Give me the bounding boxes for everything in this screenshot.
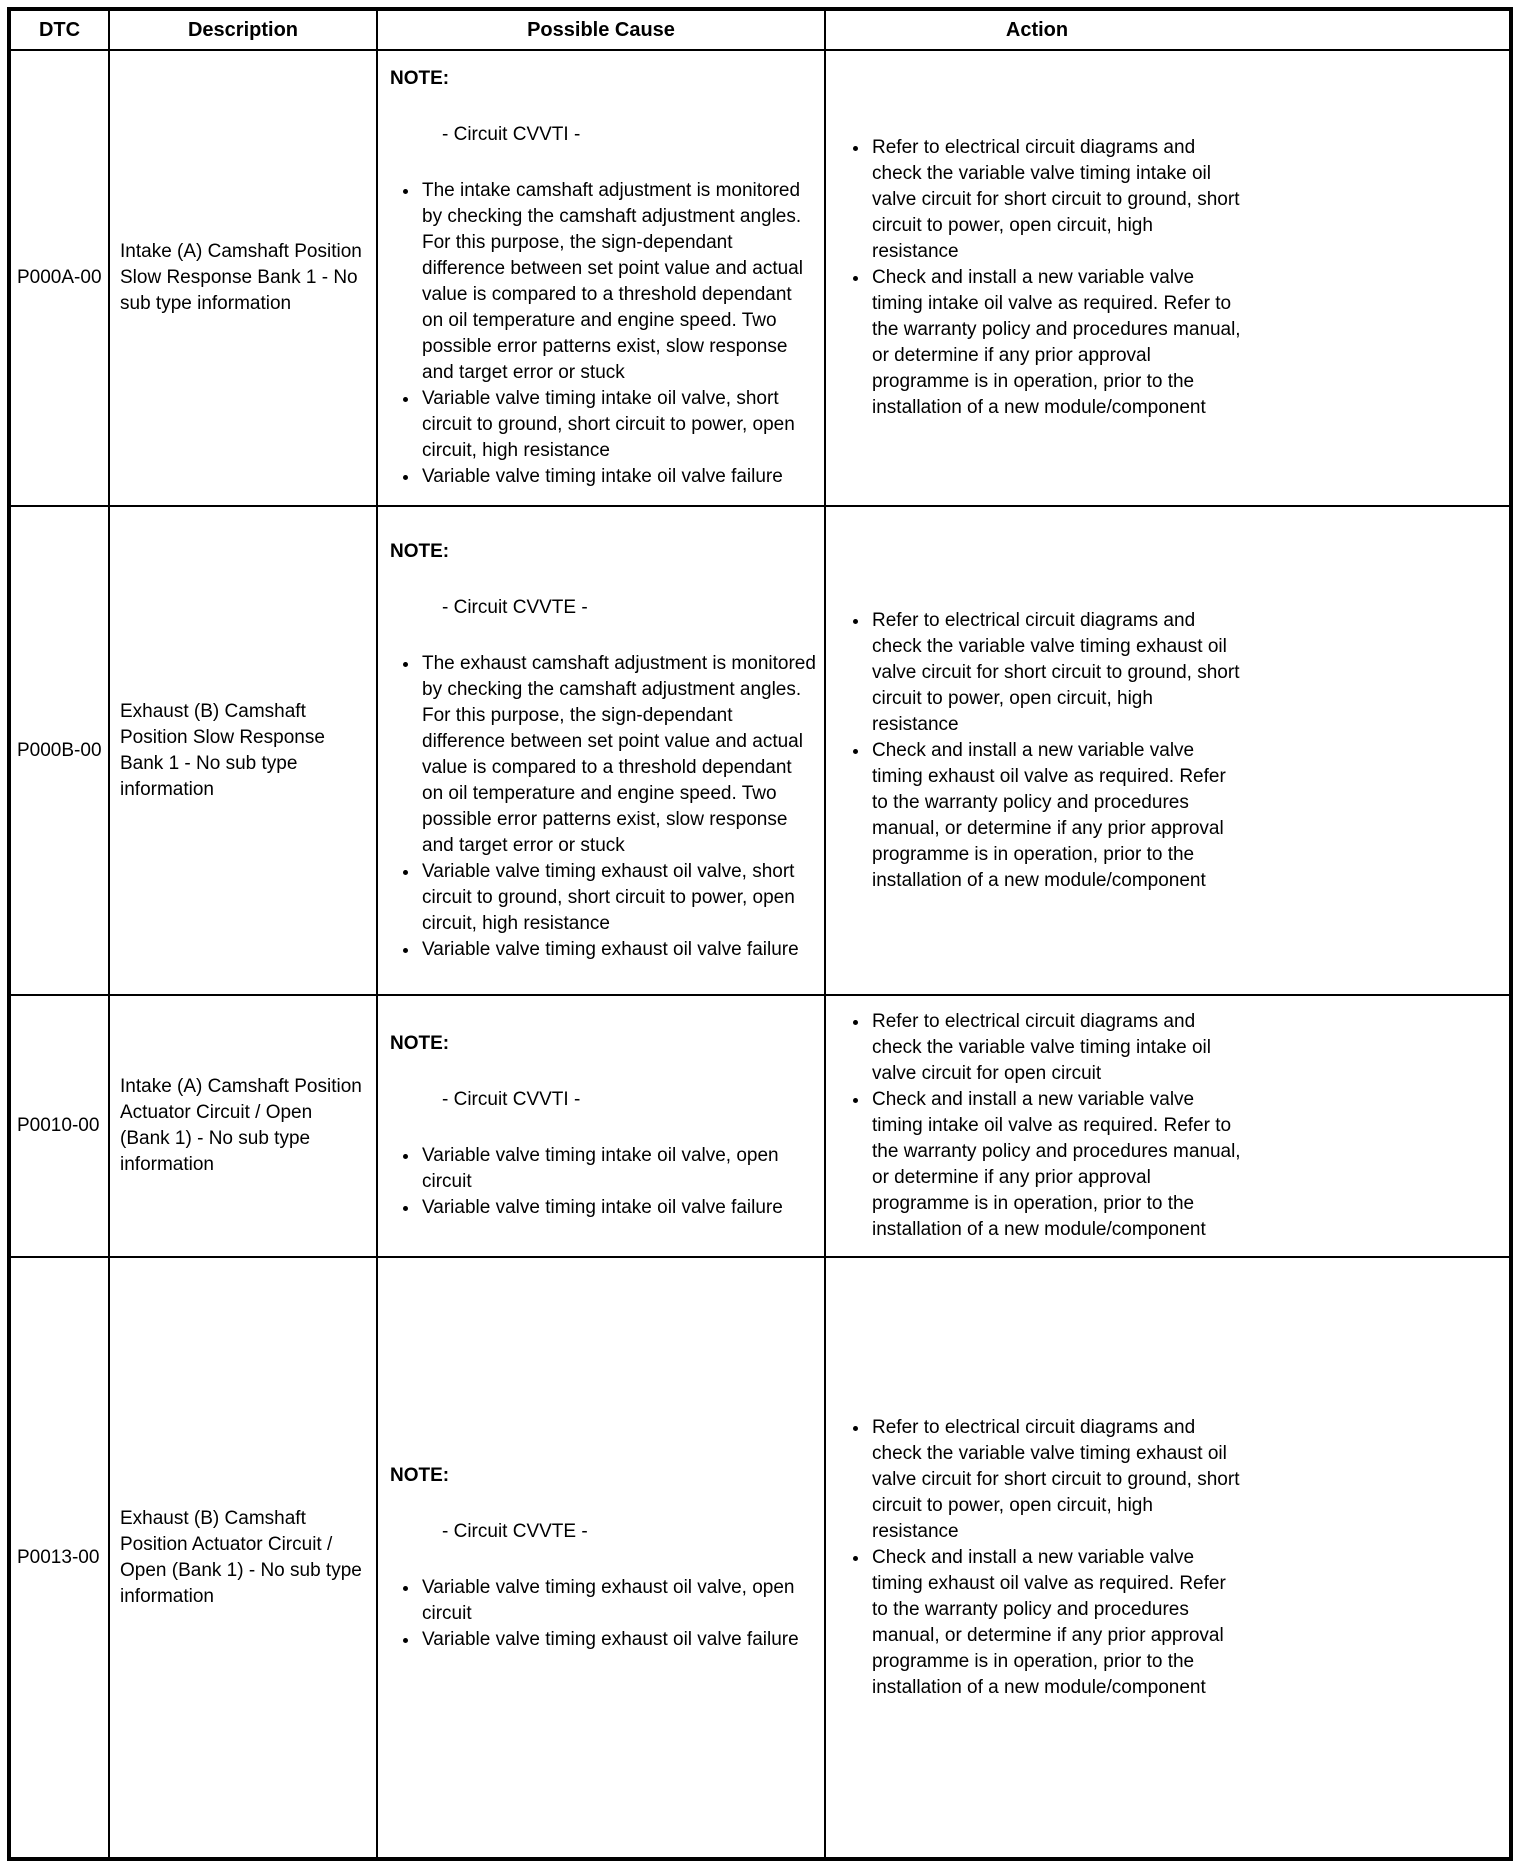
dtc-description: Intake (A) Camshaft Position Actuator Circuit / Open (Bank 1) - No sub type information bbox=[109, 995, 377, 1257]
possible-cause-cell bbox=[377, 995, 825, 1257]
list-item: • Check and install a new variable valve timing intake oil valve as required. Refer to the warranty policy and procedures manual, or determine if any prior approval programme is in operation, prior to the installation of a new module/component bbox=[870, 1087, 1242, 1243]
action-list bbox=[840, 1009, 1242, 1243]
action-list bbox=[840, 135, 1242, 421]
action-cell bbox=[825, 50, 1511, 506]
action-cell bbox=[825, 1257, 1511, 1859]
list-item: • Variable valve timing exhaust oil valve failure bbox=[420, 1627, 816, 1653]
dtc-code: P0013-00 bbox=[9, 1257, 109, 1859]
dtc-code: P000A-00 bbox=[9, 50, 109, 506]
list-item: • Variable valve timing exhaust oil valve, open circuit bbox=[420, 1575, 816, 1627]
possible-cause-cell bbox=[377, 50, 825, 506]
dtc-description: Intake (A) Camshaft Position Slow Response Bank 1 - No sub type information bbox=[109, 50, 377, 506]
list-item: • Refer to electrical circuit diagrams and check the variable valve timing intake oil valve circuit for short circuit to ground, short circuit to power, open circuit, high resistance bbox=[870, 135, 1242, 265]
list-item: • Variable valve timing intake oil valve failure bbox=[420, 1195, 816, 1221]
table-header-dtc: DTC bbox=[9, 9, 109, 50]
list-item: • Variable valve timing intake oil valve, short circuit to ground, short circuit to power, open circuit, high resistance bbox=[420, 386, 816, 464]
action-list bbox=[840, 1415, 1242, 1701]
dtc-description: Exhaust (B) Camshaft Position Actuator Circuit / Open (Bank 1) - No sub type information bbox=[109, 1257, 377, 1859]
circuit-label: - Circuit CVVTI - bbox=[442, 1089, 581, 1111]
dtc-table bbox=[7, 7, 1513, 1861]
table-row bbox=[9, 995, 1511, 1257]
note-label: NOTE: bbox=[390, 540, 450, 562]
list-item: • Check and install a new variable valve timing exhaust oil valve as required. Refer to the warranty policy and procedures manual, or determine if any prior approval programme is in operation, prior to the installation of a new module/component bbox=[870, 738, 1242, 894]
list-item: • Variable valve timing intake oil valve failure bbox=[420, 464, 816, 490]
table-header-action: Action bbox=[825, 9, 1511, 50]
possible-cause-list bbox=[390, 1143, 816, 1221]
possible-cause-cell bbox=[377, 506, 825, 995]
table-header-description: Description bbox=[109, 9, 377, 50]
list-item: • Variable valve timing exhaust oil valve, short circuit to ground, short circuit to power, open circuit, high resistance bbox=[420, 859, 816, 937]
dtc-code: P000B-00 bbox=[9, 506, 109, 995]
possible-cause-cell bbox=[377, 1257, 825, 1859]
list-item: • Variable valve timing intake oil valve, open circuit bbox=[420, 1143, 816, 1195]
table-header-possible-cause: Possible Cause bbox=[377, 9, 825, 50]
circuit-label: - Circuit CVVTI - bbox=[442, 124, 581, 146]
dtc-description: Exhaust (B) Camshaft Position Slow Response Bank 1 - No sub type information bbox=[109, 506, 377, 995]
note-label: NOTE: bbox=[390, 1033, 450, 1055]
list-item: • Refer to electrical circuit diagrams and check the variable valve timing intake oil valve circuit for open circuit bbox=[870, 1009, 1242, 1087]
circuit-label: - Circuit CVVTE - bbox=[442, 1520, 588, 1542]
possible-cause-list bbox=[390, 651, 816, 963]
list-item: • Variable valve timing exhaust oil valve failure bbox=[420, 937, 816, 963]
list-item: • Refer to electrical circuit diagrams and check the variable valve timing exhaust oil valve circuit for short circuit to ground, short circuit to power, open circuit, high resistance bbox=[870, 1415, 1242, 1545]
table-row bbox=[9, 50, 1511, 506]
list-item: • Refer to electrical circuit diagrams and check the variable valve timing exhaust oil valve circuit for short circuit to ground, short circuit to power, open circuit, high resistance bbox=[870, 608, 1242, 738]
list-item: • Check and install a new variable valve timing intake oil valve as required. Refer to the warranty policy and procedures manual, or determine if any prior approval programme is in operation, prior to the installation of a new module/component bbox=[870, 265, 1242, 421]
possible-cause-list bbox=[390, 1575, 816, 1653]
list-item: • The intake camshaft adjustment is monitored by checking the camshaft adjustment angles. For this purpose, the sign-dependant difference between set point value and actual value is compared to a threshold dependant on oil temperature and engine speed. Two possible error patterns exist, slow response and target error or stuck bbox=[420, 178, 816, 386]
table-row bbox=[9, 1257, 1511, 1859]
table-row bbox=[9, 506, 1511, 995]
table-header-row bbox=[9, 9, 1511, 50]
dtc-code: P0010-00 bbox=[9, 995, 109, 1257]
note-label: NOTE: bbox=[390, 68, 450, 90]
note-label: NOTE: bbox=[390, 1464, 450, 1486]
action-cell bbox=[825, 995, 1511, 1257]
list-item: • The exhaust camshaft adjustment is monitored by checking the camshaft adjustment angles. For this purpose, the sign-dependant difference between set point value and actual value is compared to a threshold dependant on oil temperature and engine speed. Two possible error patterns exist, slow response and target error or stuck bbox=[420, 651, 816, 859]
list-item: • Check and install a new variable valve timing exhaust oil valve as required. Refer to the warranty policy and procedures manual, or determine if any prior approval programme is in operation, prior to the installation of a new module/component bbox=[870, 1545, 1242, 1701]
action-cell bbox=[825, 506, 1511, 995]
action-list bbox=[840, 608, 1242, 894]
possible-cause-list bbox=[390, 178, 816, 490]
circuit-label: - Circuit CVVTE - bbox=[442, 596, 588, 618]
